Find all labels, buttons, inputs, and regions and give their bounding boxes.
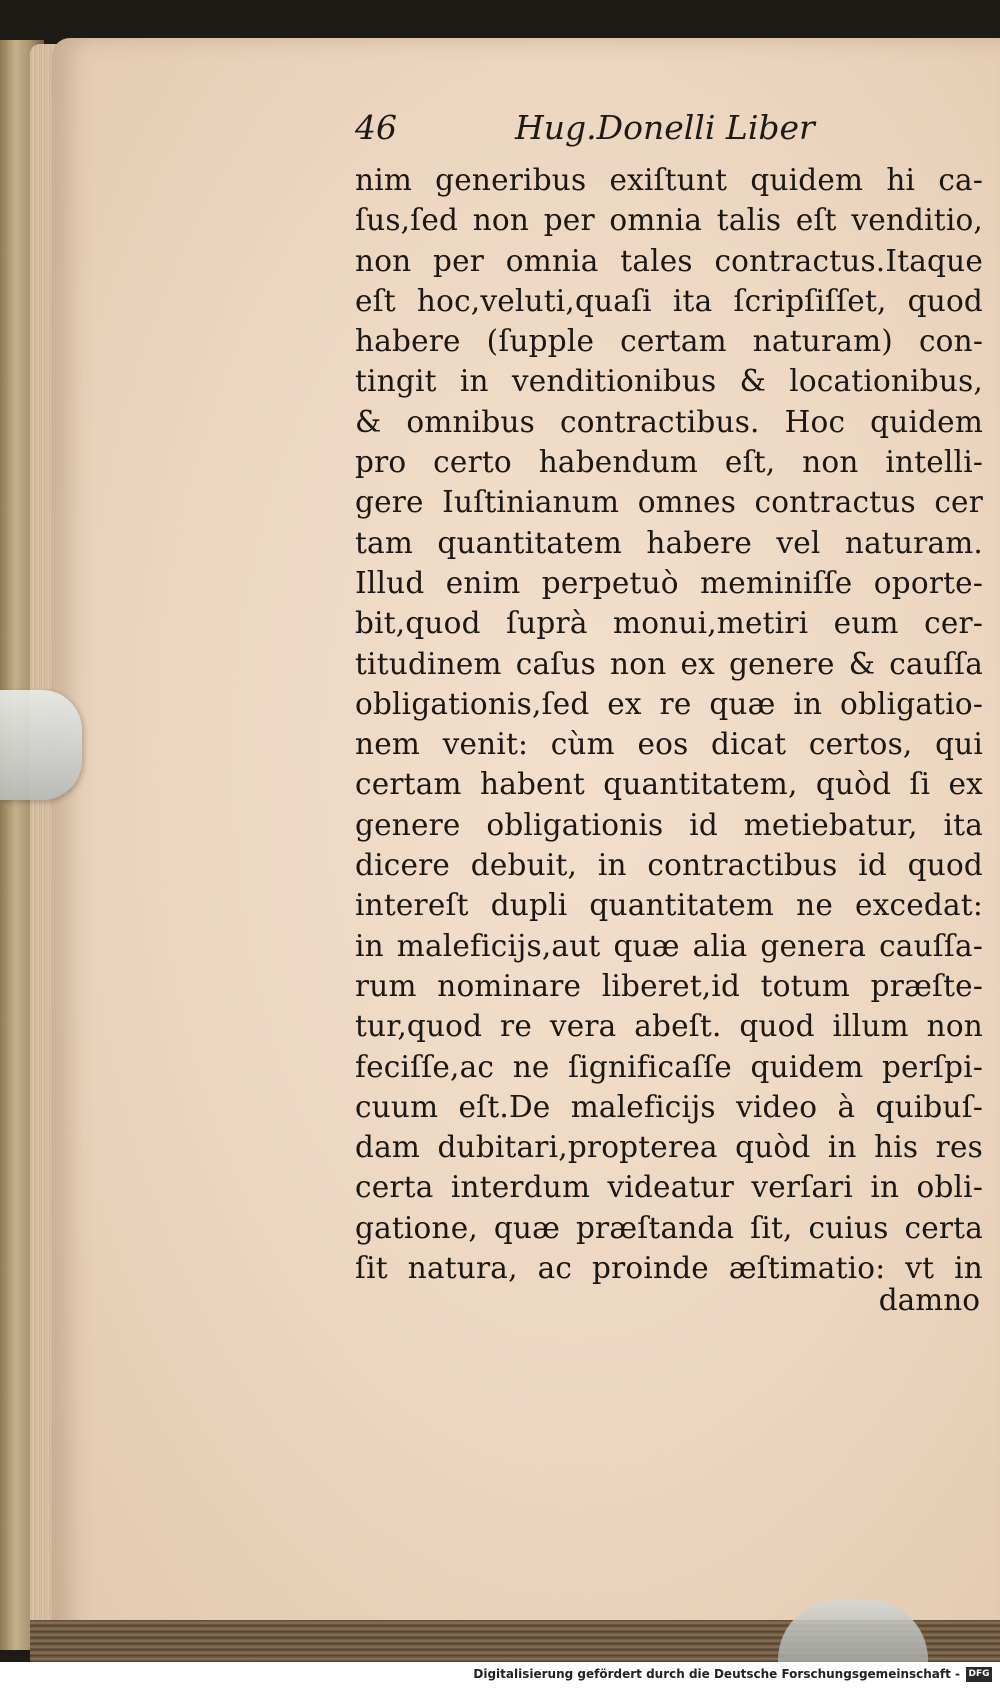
dfg-logo: DFG [966,1667,992,1682]
text-line: intereſt dupli quantitatem ne excedat: [355,888,983,923]
page-clip [0,690,82,800]
text-line: certa interdum videatur verſari in obli- [355,1170,983,1205]
text-line: & omnibus contractibus. Hoc quidem [355,404,983,439]
text-line: in maleficijs,aut quæ alia genera cauſſa- [355,928,983,963]
text-line: gere Iuſtinianum omnes contractus cer [355,485,983,520]
text-line: Illud enim perpetuò meminiſſe oporte- [355,565,983,600]
digitization-footer [0,1662,1000,1689]
funding-credit: Digitalisierung gefördert durch die Deutsche Forschungsgemeinschaft - [473,1667,960,1681]
text-line: titudinem caſus non ex genere & cauſſa [355,646,983,681]
text-line: certam habent quantitatem, quòd ſi ex [355,767,983,802]
body-text [355,160,983,1288]
text-line: pro certo habendum eſt, non intelli- [355,445,983,480]
page-header [355,108,815,160]
text-line: cuum eſt.De maleficijs video à quibuſ- [355,1089,983,1124]
text-line: nim generibus exiſtunt quidem hi ca- [355,163,983,197]
text-line: bit,quod ſuprà monui,metiri eum cer- [355,606,983,641]
text-line: feciſſe,ac ne ſignificaſſe quidem perſpi- [355,1049,983,1084]
text-line: genere obligationis id metiebatur, ita [355,807,983,842]
text-line: dicere debuit, in contractibus id quod [355,848,983,883]
text-line: dam dubitari,propterea quòd in his res [355,1130,983,1165]
text-line: obligationis,ſed ex re quæ in obligatio- [355,686,983,721]
text-line: non per omnia tales contractus.Itaque [355,243,983,278]
text-line: gatione, quæ præſtanda ſit, cuius certa [355,1210,983,1245]
text-line: tur,quod re vera abeſt. quod illum non [355,1009,983,1044]
catchword: damno [878,1283,980,1317]
text-line: tingit in venditionibus & locationibus, [355,364,983,399]
text-line: nem venit: cùm eos dicat certos, qui [355,727,983,762]
text-line: rum nominare liberet,id totum præſte- [355,968,983,1003]
text-line: habere (ſupple certam naturam) con- [355,324,983,359]
running-title: Hug.Donelli Liber [515,108,815,147]
text-line: eſt hoc,veluti,quaſi ita ſcripſiſſet, quod [355,283,983,318]
text-line: tam quantitatem habere vel naturam. [355,525,983,560]
page-number: 46 [355,108,397,147]
text-line: ſus,ſed non per omnia talis eſt venditio, [355,203,983,238]
text-line: ſit natura, ac proinde æſtimatio: vt in [355,1251,983,1286]
